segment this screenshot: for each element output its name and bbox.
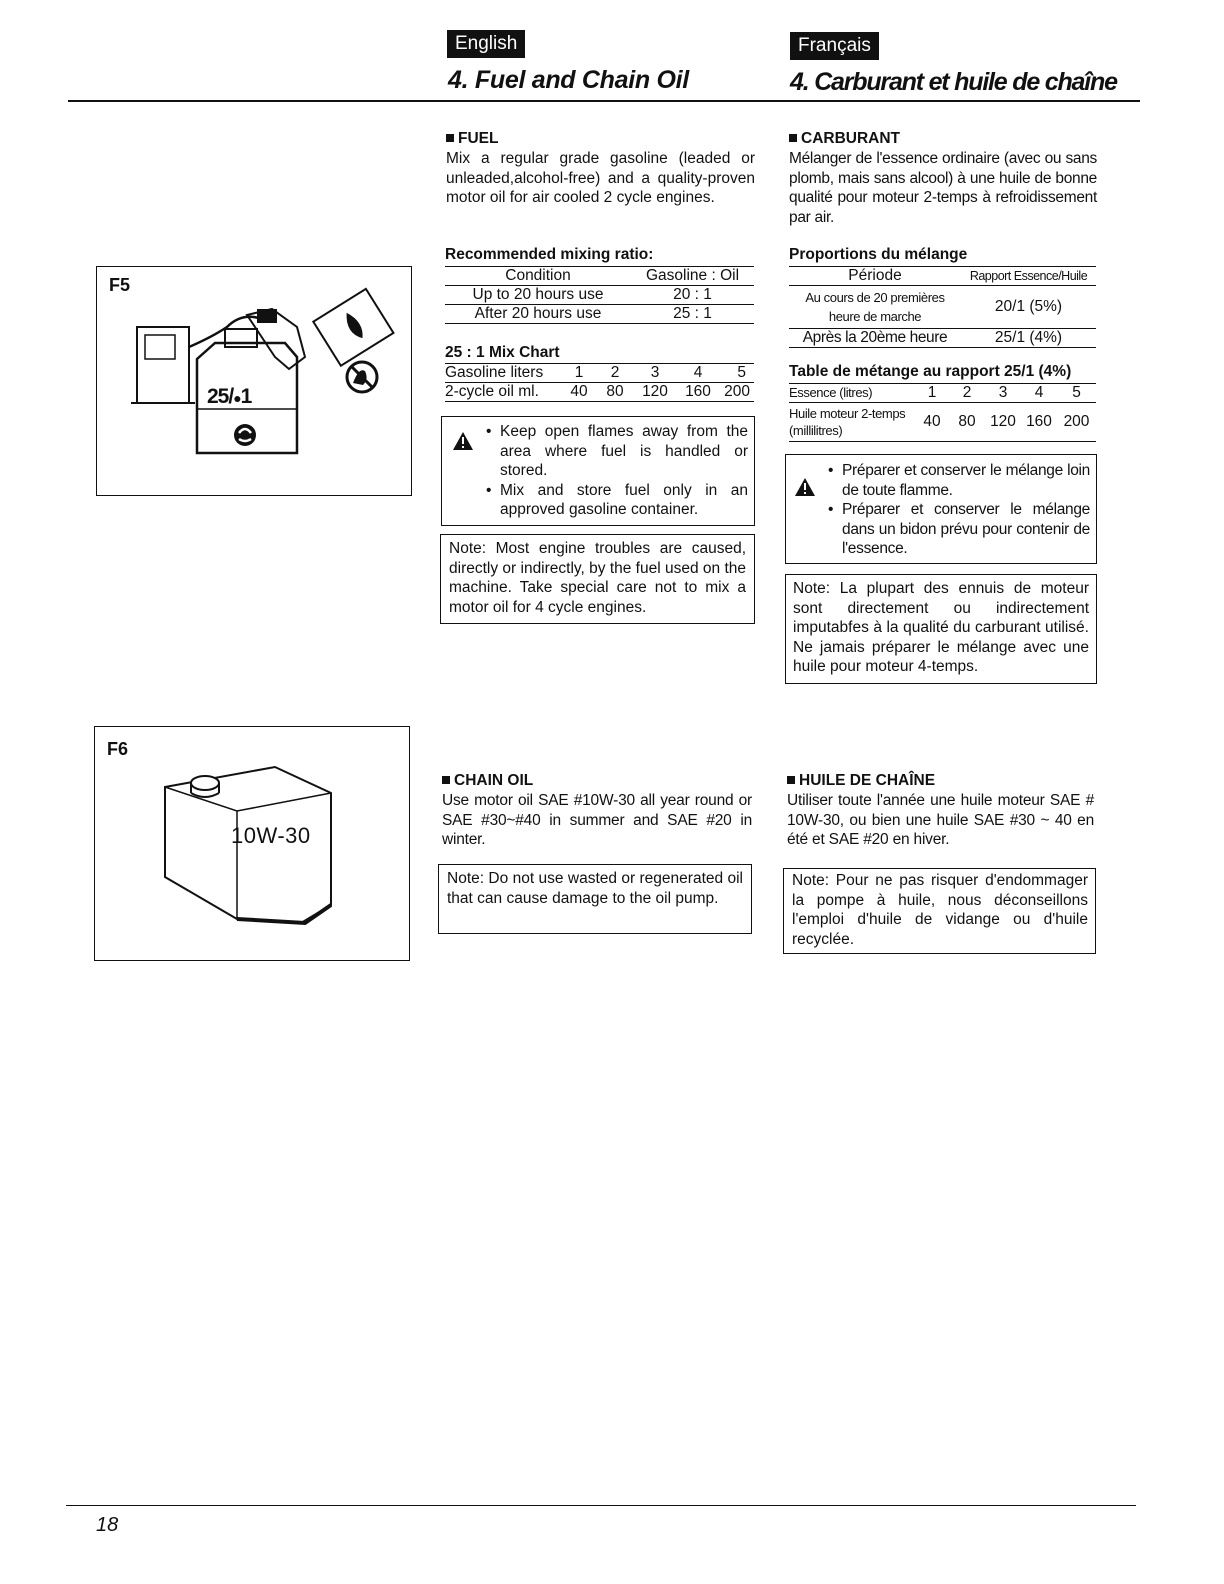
proportions-title: Proportions du mélange bbox=[789, 246, 968, 263]
table-cell: 3 bbox=[985, 384, 1021, 403]
table-cell: 120 bbox=[633, 383, 677, 402]
note-text: Note: Do not use wasted or regenerated oil that can cause damage to the oil pump. bbox=[447, 870, 743, 907]
table-cell: Essence (litres) bbox=[789, 384, 915, 403]
table-cell: Up to 20 hours use bbox=[445, 286, 631, 305]
table-cell: 1 bbox=[561, 364, 597, 383]
language-badge-french: Français bbox=[790, 32, 879, 60]
table-row bbox=[445, 286, 754, 305]
mixing-ratio-table bbox=[445, 266, 754, 324]
warning-item: • Keep open flames away from the area where fuel is handled or stored. bbox=[486, 422, 748, 481]
carburant-note-box bbox=[785, 574, 1097, 684]
table-cell: 4 bbox=[677, 364, 719, 383]
huile-chaine-description: Utiliser toute l'année une huile moteur SAE # 10W-30, ou bien une huile SAE #30 ~ 40 en été et SAE #20 en hiver. bbox=[787, 792, 1094, 848]
mix-chart-title: 25 : 1 Mix Chart bbox=[445, 344, 560, 361]
ratio-header-gasoline-oil: Gasoline : Oil bbox=[631, 267, 754, 286]
table-cell: 4 bbox=[1021, 384, 1057, 403]
table-cell: 40 bbox=[915, 403, 949, 442]
cell-line: (millilitres) bbox=[789, 423, 843, 438]
chain-oil-description: Use motor oil SAE #10W-30 all year round or SAE #30~#40 in summer and SAE #20 in winter. bbox=[442, 792, 752, 848]
huile-chaine-note-box bbox=[783, 868, 1096, 954]
note-text: Note: Most engine troubles are caused, directly or indirectly, by the fuel used on the machine. Take special care not to mix a motor oil for 4 cycle engines. bbox=[449, 540, 746, 616]
mixing-ratio-title: Recommended mixing ratio: bbox=[445, 246, 654, 263]
table-cell: Gasoline liters bbox=[445, 364, 561, 383]
footer-rule bbox=[66, 1505, 1136, 1506]
metange-table bbox=[789, 383, 1096, 442]
oil-grade-label: 10W-30 bbox=[231, 823, 311, 848]
cell-line: heure de marche bbox=[828, 309, 922, 324]
table-cell: 200 bbox=[1057, 403, 1096, 442]
table-cell: 3 bbox=[633, 364, 677, 383]
section-title-french: 4. Carburant et huile de chaîne bbox=[790, 68, 1117, 96]
table-row bbox=[789, 286, 1096, 329]
warning-item: • Mix and store fuel only in an approved gasoline container. bbox=[486, 481, 748, 520]
table-row bbox=[445, 383, 754, 402]
table-cell: 160 bbox=[677, 383, 719, 402]
figure-label: F6 bbox=[107, 739, 129, 759]
fuel-description: Mix a regular grade gasoline (leaded or unleaded,alcohol-free) and a quality-proven motor oil for air cooled 2 cycle engines. bbox=[446, 150, 755, 206]
table-cell: 20/1 (5%) bbox=[961, 286, 1096, 329]
carburant-warning-box bbox=[785, 454, 1097, 564]
warning-item: • Préparer et conserver le mélange dans un bidon prévu pour contenir de l'essence. bbox=[828, 500, 1090, 559]
fuel-heading: FUEL bbox=[446, 130, 498, 148]
proportions-table bbox=[789, 266, 1096, 348]
table-row bbox=[789, 329, 1096, 348]
page-number: 18 bbox=[96, 1514, 119, 1536]
table-cell: 2 bbox=[949, 384, 985, 403]
section-title-english: 4. Fuel and Chain Oil bbox=[448, 66, 689, 94]
proportions-header-rapport: Rapport Essence/Huile bbox=[961, 267, 1096, 286]
table-cell: 40 bbox=[561, 383, 597, 402]
table-cell: 1 bbox=[915, 384, 949, 403]
table-cell: 2-cycle oil ml. bbox=[445, 383, 561, 402]
table-cell: 25/1 (4%) bbox=[961, 329, 1096, 348]
mix-chart-table bbox=[445, 363, 754, 402]
table-cell: After 20 hours use bbox=[445, 305, 631, 324]
fuel-warning-box bbox=[441, 416, 755, 526]
figure-f6 bbox=[94, 726, 410, 961]
table-cell: 200 bbox=[719, 383, 754, 402]
table-row bbox=[445, 364, 754, 383]
table-cell bbox=[789, 403, 915, 442]
table-cell: 80 bbox=[597, 383, 633, 402]
chain-oil-heading: CHAIN OIL bbox=[442, 772, 533, 790]
carburant-description: Mélanger de l'essence ordinaire (avec ou sans plomb, mais sans alcool) à une huile de bonne qualité pour moteur 2-temps à refroidissement par air. bbox=[789, 150, 1097, 226]
warning-icon bbox=[452, 431, 474, 451]
table-row bbox=[445, 305, 754, 324]
table-cell: 5 bbox=[1057, 384, 1096, 403]
table-cell: 25 : 1 bbox=[631, 305, 754, 324]
cell-line: Au cours de 20 premières bbox=[805, 290, 945, 305]
fuel-note-box bbox=[440, 534, 755, 624]
table-cell: Après la 20ème heure bbox=[789, 329, 961, 348]
cell-line: Huile moteur 2-temps bbox=[789, 406, 906, 421]
header-rule bbox=[68, 100, 1140, 102]
fuel-mixing-illustration bbox=[97, 267, 411, 495]
ratio-header-condition: Condition bbox=[445, 267, 631, 286]
language-badge-english: English bbox=[447, 30, 525, 58]
table-cell: 160 bbox=[1021, 403, 1057, 442]
figure-label: F5 bbox=[109, 275, 131, 295]
note-text: Note: La plupart des ennuis de moteur sont directement ou indirectement imputabfes à la qualité du carburant utilisé. Ne jamais préparer le mélange avec une huile pour moteur 4-temps. bbox=[793, 580, 1089, 675]
proportions-header-periode: Période bbox=[789, 267, 961, 286]
table-cell: 5 bbox=[719, 364, 754, 383]
table-row bbox=[789, 403, 1096, 442]
table-cell: 2 bbox=[597, 364, 633, 383]
huile-chaine-heading: HUILE DE CHAÎNE bbox=[787, 772, 935, 790]
warning-item: • Préparer et conserver le mélange loin de toute flamme. bbox=[828, 461, 1090, 500]
table-cell: 120 bbox=[985, 403, 1021, 442]
table-row bbox=[789, 384, 1096, 403]
note-text: Note: Pour ne pas risquer d'endommager la pompe à huile, nous déconseillons l'emploi d'huile de vidange ou d'huile recyclée. bbox=[792, 872, 1088, 948]
table-cell: 80 bbox=[949, 403, 985, 442]
carburant-heading: CARBURANT bbox=[789, 130, 900, 148]
chain-oil-note-box bbox=[438, 864, 752, 934]
mix-ratio-label: 25/●1 bbox=[207, 385, 252, 408]
table-cell bbox=[789, 286, 961, 329]
warning-icon bbox=[794, 477, 816, 497]
metange-table-title: Table de métange au rapport 25/1 (4%) bbox=[789, 363, 1072, 380]
table-cell: 20 : 1 bbox=[631, 286, 754, 305]
figure-f5 bbox=[96, 266, 412, 496]
